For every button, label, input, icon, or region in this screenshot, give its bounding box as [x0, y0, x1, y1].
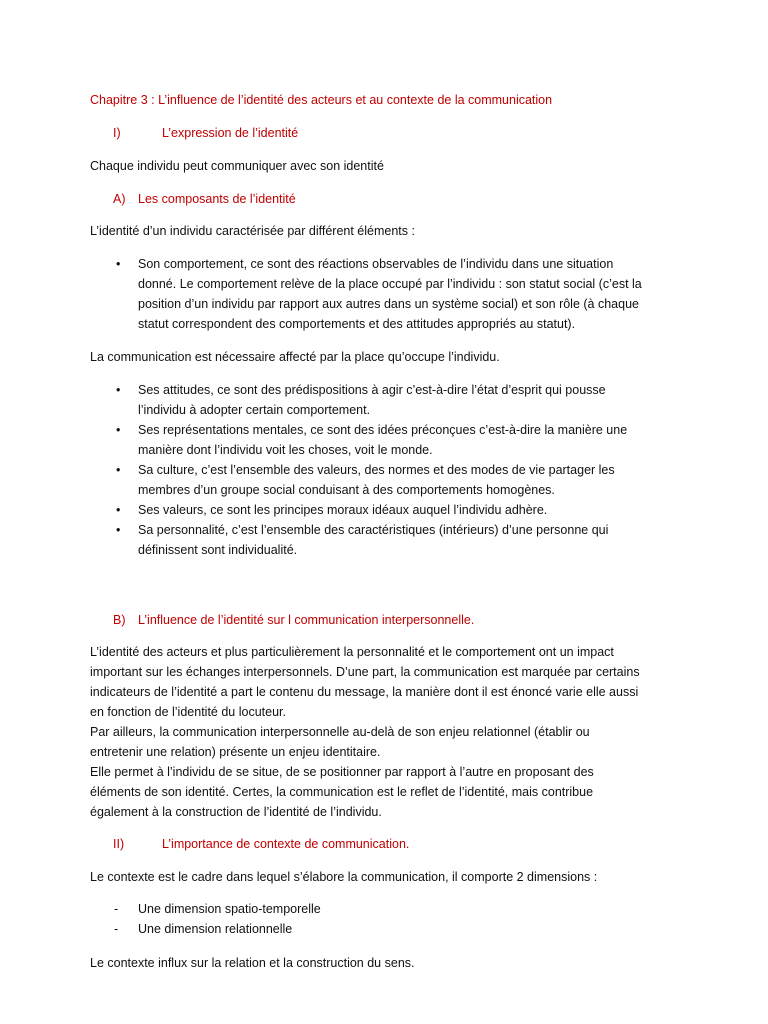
list-line: Ses représentations mentales, ce sont des idées préconçues c’est-à-dire la manière une — [138, 423, 628, 437]
bullet-mark: • — [116, 257, 121, 271]
closing-text: Le contexte influx sur la relation et la construction du sens. — [90, 956, 415, 970]
paragraph-line: indicateurs de l’identité a part le contenu du message, la manière dont il est énoncé varie elle aussi — [90, 685, 639, 699]
list-line: définissent sont individualité. — [138, 543, 298, 557]
context-lead-text: Le contexte est le cadre dans lequel s’élabore la communication, il comporte 2 dimensions : — [90, 870, 598, 884]
bullet-list-behavior — [90, 254, 690, 334]
list-item — [90, 380, 690, 420]
list-line: membres d’un groupe social conduisant à des comportements homogènes. — [138, 483, 555, 497]
dimension-list — [90, 899, 690, 939]
bullet-list-components — [90, 380, 690, 560]
list-item — [90, 460, 690, 500]
list-line: Ses valeurs, ce sont les principes moraux idéaux auquel l’individu adhère. — [138, 503, 548, 517]
subsection-a-title: Les composants de l’identité — [138, 192, 296, 206]
dash-mark: - — [114, 922, 119, 936]
bullet-mark: • — [116, 503, 121, 517]
bullet-mark: • — [116, 523, 121, 537]
list-item — [90, 520, 690, 560]
list-line: Son comportement, ce sont des réactions observables de l’individu dans une situation — [138, 257, 614, 271]
list-item — [90, 500, 690, 520]
chapter-title: Chapitre 3 : L’influence de l’identité des acteurs et au contexte de la communication — [90, 93, 553, 107]
dash-mark: - — [114, 902, 119, 916]
list-line: Ses attitudes, ce sont des prédispositions à agir c’est-à-dire l’état d’esprit qui pousse — [138, 383, 606, 397]
list-line: manière dont l’individu voit les choses, voit le monde. — [138, 443, 433, 457]
list-item — [90, 919, 690, 939]
paragraph-line: Elle permet à l’individu de se situe, de se positionner par rapport à l’autre en proposant des — [90, 765, 594, 779]
bullet-mark: • — [116, 423, 121, 437]
paragraph-line: Par ailleurs, la communication interpersonnelle au-delà de son enjeu relationnel (établir ou — [90, 725, 590, 739]
identity-lead-text: L’identité d’un individu caractérisée par différent éléments : — [90, 224, 415, 238]
paragraph-line: également à la construction de l’identité de l’individu. — [90, 805, 382, 819]
subsection-a-number: A) — [113, 192, 126, 206]
list-line: Sa personnalité, c’est l’ensemble des caractéristiques (intérieurs) d’une personne qui — [138, 523, 609, 537]
list-item — [90, 899, 690, 919]
section-1-title: L’expression de l’identité — [162, 126, 299, 140]
section-2-title: L’importance de contexte de communication. — [162, 837, 410, 851]
list-line: Sa culture, c’est l’ensemble des valeurs, des normes et des modes de vie partager les — [138, 463, 615, 477]
bullet-mark: • — [116, 383, 121, 397]
list-line: l’individu à adopter certain comportement. — [138, 403, 371, 417]
paragraph-line: entretenir une relation) présente un enjeu identitaire. — [90, 745, 381, 759]
paragraph-line: L’identité des acteurs et plus particulièrement la personnalité et le comportement ont un impact — [90, 645, 614, 659]
paragraph-line: en fonction de l’identité du locuteur. — [90, 705, 286, 719]
list-item — [90, 420, 690, 460]
list-line: donné. Le comportement relève de la place occupé par l’individu : son statut social (c’est la — [138, 277, 642, 291]
subsection-b-number: B) — [113, 613, 126, 627]
paragraph-identity-influence — [90, 642, 690, 822]
section-2-number: II) — [113, 837, 125, 851]
bullet-mark: • — [116, 463, 121, 477]
list-line: statut correspondent des comportements et des attitudes appropriés au statut). — [138, 317, 576, 331]
section-1-number: I) — [113, 126, 121, 140]
list-line: position d’un individu par rapport aux autres dans un système social) et son rôle (à chaque — [138, 297, 639, 311]
subsection-b-title: L’influence de l’identité sur l communication interpersonnelle. — [138, 613, 475, 627]
list-text: Une dimension relationnelle — [138, 922, 293, 936]
list-item — [90, 254, 690, 334]
paragraph-line: important sur les échanges interpersonnels. D’une part, la communication est marquée par certains — [90, 665, 640, 679]
intro-text: Chaque individu peut communiquer avec son identité — [90, 159, 384, 173]
list-text: Une dimension spatio-temporelle — [138, 902, 321, 916]
paragraph-line: éléments de son identité. Certes, la communication est le reflet de l’identité, mais contribue — [90, 785, 594, 799]
communication-note: La communication est nécessaire affecté par la place qu’occupe l’individu. — [90, 350, 500, 364]
